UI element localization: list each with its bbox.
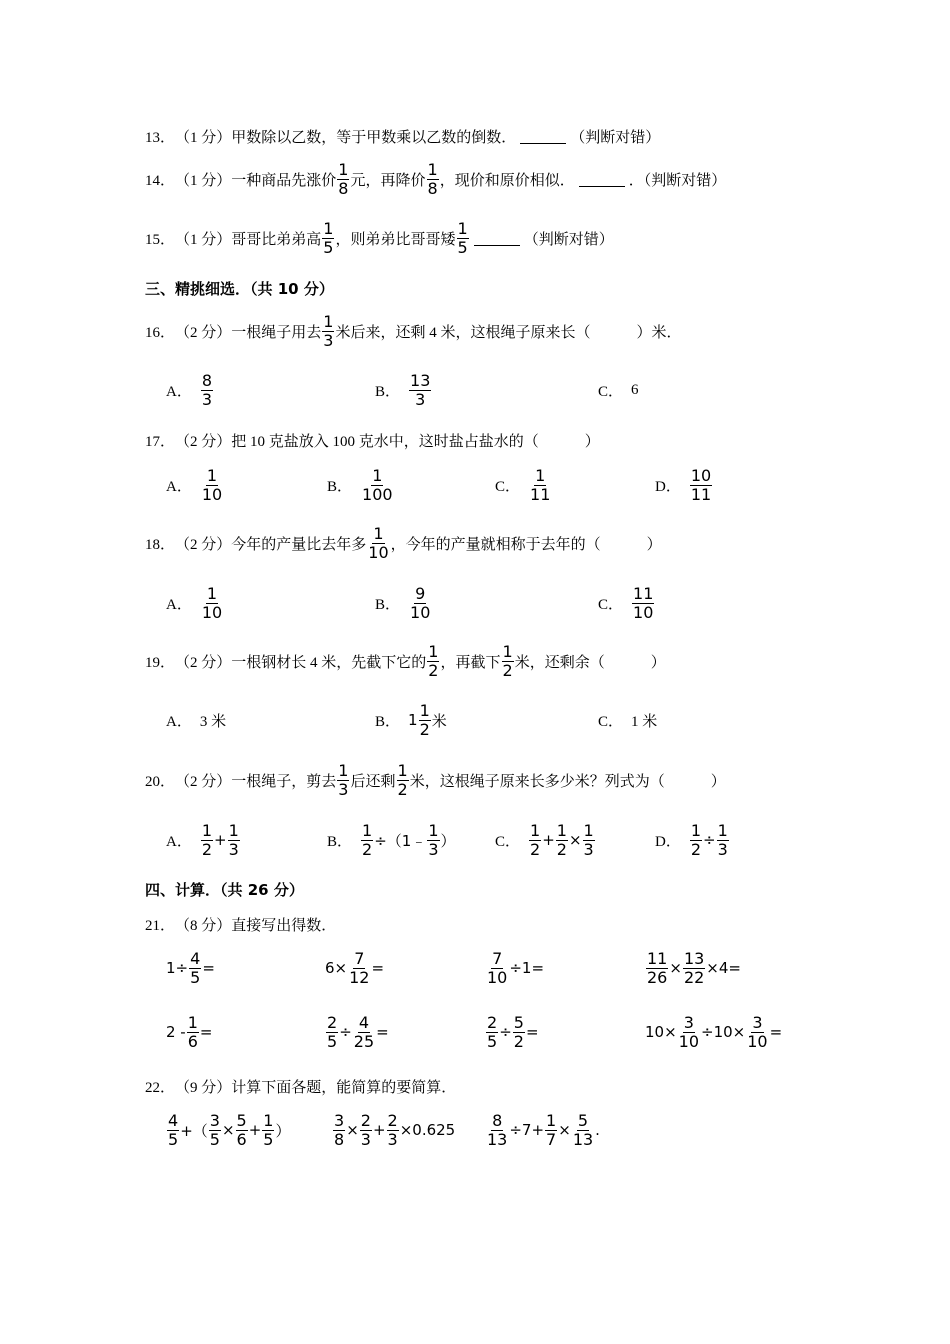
fraction: $\frac{10}{11}$ [690,465,712,504]
question-text: ） [584,433,600,450]
fraction: $\frac{13}{22}$ [683,948,705,987]
q19-option-a[interactable]: A． 3 米 [166,713,227,730]
question-number: 13． [145,129,176,146]
question-13 [145,118,660,154]
question-hint: （判断对错） [570,129,661,146]
expression-3: $\frac{8}{13}$ ÷7+ $\frac{1}{7}$ × $\frac{5}{13}$ . [487,1110,600,1149]
q16-option-a[interactable]: A． $\frac{8}{3}$ [166,370,213,409]
q17-option-d[interactable]: D． $\frac{10}{11}$ [655,465,712,504]
q19-option-c[interactable]: C． 1 米 [598,713,658,730]
fraction: $\frac{4}{5}$ [190,948,201,987]
fraction: $\frac{1}{2}$ [690,820,702,859]
question-number: 20． [145,773,176,790]
fraction: $\frac{11}{10}$ [633,583,654,622]
fraction: $\frac{1}{2}$ [502,641,513,680]
fraction: $\frac{1}{3}$ [428,820,439,859]
q16-option-c[interactable]: C． 6 [598,381,639,400]
question-20 [145,762,726,798]
fraction: $\frac{1}{10}$ [368,523,389,562]
fraction: $\frac{1}{10}$ [201,465,223,504]
question-text: ）米． [636,324,682,341]
question-text: ，今年的产量就相称于去年的（ [390,536,601,553]
fraction: $\frac{1}{10}$ [201,583,223,622]
fraction: $\frac{1}{2}$ [397,760,408,799]
question-text: 一根绳子，剪去 [231,773,337,790]
fraction: $\frac{1}{3}$ [717,820,728,859]
calc-item-7: $\frac{2}{5}$ ÷ $\frac{5}{2}$ = [487,1012,539,1051]
fraction: $\frac{4}{25}$ [353,1012,375,1051]
question-score: （2 分） [175,324,232,341]
calc-item-1: 1÷ $\frac{4}{5}$ = [166,948,215,987]
question-number: 16． [145,324,176,341]
question-number: 15． [145,231,176,248]
fraction: $\frac{8}{3}$ [201,370,213,409]
fraction: $\frac{9}{10}$ [410,583,431,622]
calc-item-5: 2 - $\frac{1}{6}$ = [166,1012,213,1051]
question-number: 17． [145,433,176,450]
fraction: $\frac{13}{3}$ [410,370,431,409]
answer-blank[interactable] [520,129,566,144]
fraction: $\frac{1}{5}$ [457,218,468,257]
question-16 [145,313,682,349]
fraction: $\frac{1}{3}$ [583,820,594,859]
question-number: 21． [145,917,176,934]
q18-option-a[interactable]: A． $\frac{1}{10}$ [166,583,223,622]
question-14 [145,161,726,197]
question-score: （2 分） [175,654,232,671]
expression-1: $\frac{4}{5}$ +（ $\frac{3}{5}$ × $\frac{5}{6}$ + $\frac{1}{5}$ ） [168,1110,291,1149]
calc-item-4: $\frac{11}{26}$ × $\frac{13}{22}$ ×4= [647,948,741,987]
fraction: $\frac{2}{3}$ [360,1110,371,1149]
question-number: 19． [145,654,176,671]
question-text: 米后来，还剩 4 米，这根绳子原来长（ [335,324,591,341]
question-score: （2 分） [175,536,232,553]
question-22 [145,1068,456,1104]
question-text: 甲数除以乙数，等于甲数乘以乙数的倒数． [231,129,517,146]
fraction: $\frac{11}{26}$ [647,948,668,987]
fraction: $\frac{3}{5}$ [209,1110,220,1149]
question-text: 后还剩 [350,773,396,790]
q20-option-c[interactable]: C． $\frac{1}{2}$ + $\frac{1}{2}$ × $\frac{1}{3}$ [495,820,594,859]
question-text: 把 10 克盐放入 100 克水中，这时盐占盐水的（ [231,433,539,450]
question-text: ，再截下 [440,654,501,671]
q19-option-b[interactable]: B． 1 $\frac{1}{2}$ 米 [375,700,447,739]
question-score: （1 分） [175,172,232,189]
question-18 [145,525,662,561]
fraction: $\frac{4}{5}$ [168,1110,179,1149]
calc-item-6: $\frac{2}{5}$ ÷ $\frac{4}{25}$ = [327,1012,389,1051]
calc-item-2: 6× $\frac{7}{12}$ = [325,948,385,987]
question-21 [145,906,336,942]
fraction: $\frac{1}{2}$ [428,641,439,680]
question-text: ，现价和原价相似． [439,172,575,189]
fraction: $\frac{1}{11}$ [530,465,551,504]
fraction: $\frac{1}{2}$ [362,820,373,859]
q17-option-c[interactable]: C． $\frac{1}{11}$ [495,465,551,504]
fraction: $\frac{5}{13}$ [572,1110,594,1149]
question-text: 一根绳子用去 [231,324,322,341]
q16-option-b[interactable]: B． $\frac{13}{3}$ [375,370,431,409]
question-text: 哥哥比弟弟高 [231,231,322,248]
fraction: $\frac{7}{10}$ [487,948,508,987]
question-19 [145,643,666,679]
question-score: （8 分） [175,917,232,934]
fraction: $\frac{1}{2}$ [419,700,430,739]
fraction: $\frac{1}{3}$ [228,820,239,859]
question-hint: ．（判断对错） [628,172,727,189]
expression-2: $\frac{3}{8}$ × $\frac{2}{3}$ + $\frac{2}{3}$ ×0.625 [334,1110,456,1149]
q17-option-b[interactable]: B． $\frac{1}{100}$ [327,465,393,504]
calc-item-8: 10× $\frac{3}{10}$ ÷10× $\frac{3}{10}$ = [645,1012,783,1051]
fraction: $\frac{1}{2}$ [556,820,567,859]
answer-blank[interactable] [474,231,520,246]
fraction: $\frac{2}{3}$ [387,1110,398,1149]
question-text: 米，还剩余（ [514,654,605,671]
fraction: $\frac{1}{8}$ [427,159,438,198]
question-text: 米，这根绳子原来长多少米？列式为（ [409,773,665,790]
q20-option-a[interactable]: A． $\frac{1}{2}$ + $\frac{1}{3}$ [166,820,239,859]
fraction: $\frac{1}{7}$ [546,1110,557,1149]
question-text: ） [710,773,726,790]
fraction: $\frac{1}{3}$ [323,311,334,350]
fraction: $\frac{3}{10}$ [747,1012,768,1051]
fraction: $\frac{1}{100}$ [362,465,393,504]
answer-blank[interactable] [579,172,625,187]
fraction: $\frac{2}{5}$ [327,1012,338,1051]
calc-item-3: $\frac{7}{10}$ ÷1= [487,948,545,987]
fraction: $\frac{1}{6}$ [187,1012,198,1051]
question-text: 一种商品先涨价 [231,172,337,189]
question-text: ，则弟弟比哥哥矮 [335,231,456,248]
fraction: $\frac{1}{2}$ [530,820,541,859]
question-score: （1 分） [175,231,232,248]
fraction: $\frac{5}{2}$ [513,1012,524,1051]
fraction: $\frac{8}{13}$ [487,1110,508,1149]
fraction: $\frac{1}{5}$ [263,1110,274,1149]
q20-option-d[interactable]: D． $\frac{1}{2}$ ÷ $\frac{1}{3}$ [655,820,728,859]
question-text: 一根钢材长 4 米，先截下它的 [231,654,427,671]
question-hint: （判断对错） [523,231,614,248]
fraction: $\frac{3}{10}$ [678,1012,700,1051]
question-text: ） [646,536,662,553]
question-score: （9 分） [175,1079,232,1096]
fraction: $\frac{1}{5}$ [323,218,334,257]
question-text: ） [650,654,666,671]
fraction: $\frac{5}{6}$ [236,1110,247,1149]
question-text: 元，再降价 [350,172,426,189]
question-score: （1 分） [175,129,232,146]
q18-option-b[interactable]: B． $\frac{9}{10}$ [375,583,431,622]
q18-option-c[interactable]: C． $\frac{11}{10}$ [598,583,654,622]
fraction: $\frac{2}{5}$ [487,1012,498,1051]
section-4-heading: 四、计算．（共 26 分） [145,880,304,899]
fraction: $\frac{1}{8}$ [338,159,349,198]
question-text: 计算下面各题，能简算的要简算． [231,1079,457,1096]
question-text: 直接写出得数． [231,917,337,934]
question-number: 18． [145,536,176,553]
question-score: （2 分） [175,433,232,450]
fraction: $\frac{1}{3}$ [338,760,349,799]
q20-option-b[interactable]: B． $\frac{1}{2}$ ÷（1﹣ $\frac{1}{3}$ ） [327,820,456,859]
fraction: $\frac{1}{2}$ [201,820,213,859]
question-17 [145,422,600,458]
question-number: 14． [145,172,176,189]
fraction: $\frac{3}{8}$ [334,1110,345,1149]
section-3-heading: 三、精挑细选．（共 10 分） [145,279,334,298]
fraction: $\frac{7}{12}$ [349,948,370,987]
question-15 [145,220,614,256]
question-text: 今年的产量比去年多 [231,536,367,553]
question-score: （2 分） [175,773,232,790]
question-number: 22． [145,1079,176,1096]
q17-option-a[interactable]: A． $\frac{1}{10}$ [166,465,223,504]
